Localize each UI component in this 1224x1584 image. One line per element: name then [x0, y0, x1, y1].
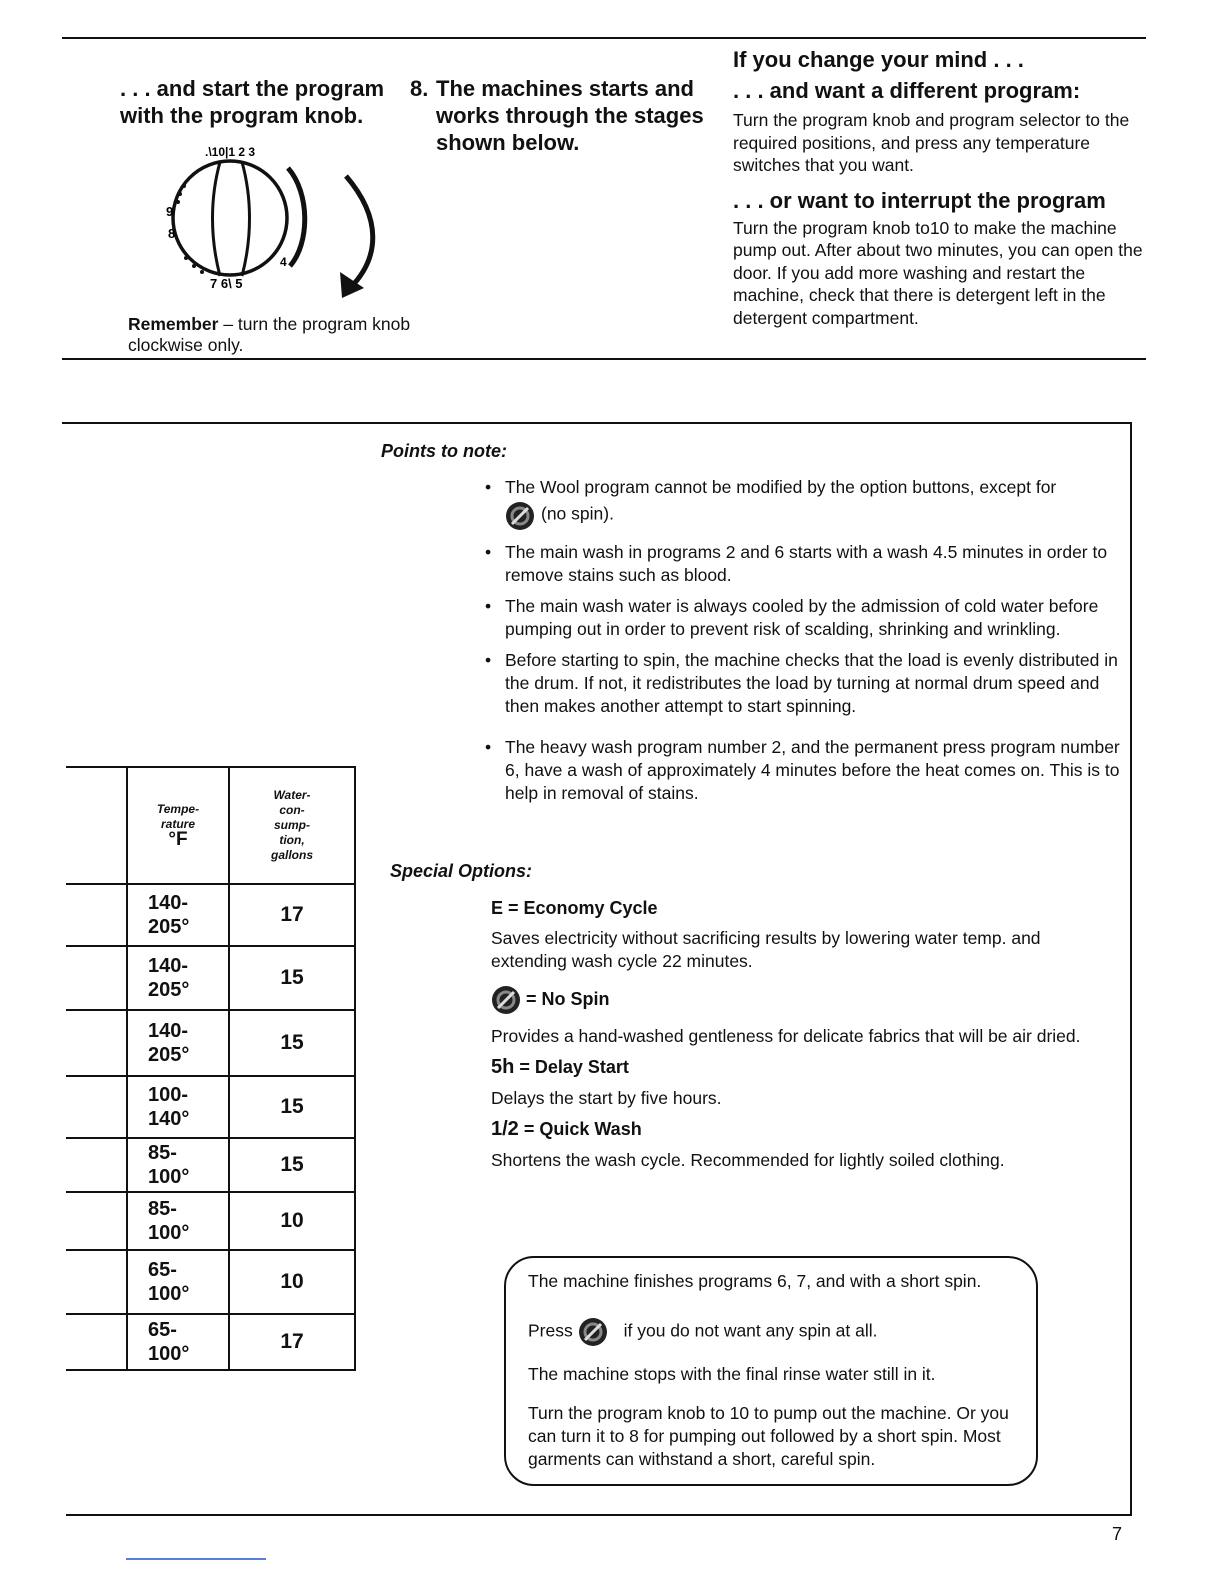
- special-options-label: Special Options:: [390, 861, 533, 881]
- dial-label-bottom: 7 6\ 5: [210, 276, 243, 291]
- header-temperature: Tempe- rature °F: [127, 767, 229, 884]
- spin-note-box: [504, 1256, 1038, 1486]
- table-row: [66, 1314, 355, 1370]
- table-row: [66, 946, 355, 1010]
- special-options: [491, 898, 1121, 1172]
- different-program-text: Turn the program knob and program selector to the required positions, and press any temperature switches that you want.: [733, 110, 1130, 175]
- table-cell: [66, 1250, 127, 1314]
- temp-cell: 65- 100°: [127, 1250, 229, 1314]
- temp-cell: 85- 100°: [127, 1192, 229, 1250]
- quick-desc: Shortens the wash cycle. Recommended for lightly soiled clothing.: [491, 1150, 1005, 1170]
- table-cell: [66, 1076, 127, 1138]
- table-cell: [66, 884, 127, 946]
- gallons-cell: 15: [229, 1138, 355, 1192]
- page-number: 7: [1112, 1524, 1123, 1544]
- water-consumption-table: [66, 766, 356, 1371]
- temp-cell: 85- 100°: [127, 1138, 229, 1192]
- bullet: •: [485, 596, 492, 616]
- frame-right-rule: [1130, 422, 1132, 1515]
- table-cell: [66, 1314, 127, 1370]
- economy-desc: Saves electricity without sacrificing results by lowering water temp. and extending wash cycle 22 minutes.: [491, 928, 1041, 971]
- start-program-heading: . . . and start the program with the program knob.: [120, 76, 385, 128]
- table-row: [66, 1010, 355, 1076]
- change-mind-heading: If you change your mind . . .: [733, 47, 1024, 72]
- table-row: [66, 1250, 355, 1314]
- gallons-cell: 15: [229, 946, 355, 1010]
- note-line-3: The machine stops with the final rinse water still in it.: [528, 1364, 936, 1384]
- gallons-cell: 17: [229, 1314, 355, 1370]
- gallons-cell: 17: [229, 884, 355, 946]
- step-heading: The machines starts and works through the stages shown below.: [436, 76, 704, 155]
- note-line-1: The machine finishes programs 6, 7, and with a short spin.: [528, 1271, 982, 1291]
- dial-label-9: 9: [166, 204, 174, 219]
- temp-cell: 140- 205°: [127, 884, 229, 946]
- gallons-cell: 10: [229, 1192, 355, 1250]
- dial-ring: [173, 161, 287, 275]
- table-cell: [66, 1010, 127, 1076]
- nospin-title-row: [491, 985, 1121, 1015]
- points-label: Points to note:: [381, 441, 507, 461]
- economy-title: E = Economy Cycle: [491, 898, 658, 918]
- nospin-desc: Provides a hand-washed gentleness for delicate fabrics that will be air dried.: [491, 1026, 1081, 1046]
- step-8: [410, 75, 725, 156]
- quick-title: = Quick Wash: [523, 1119, 642, 1139]
- dial-label-top: .\10|1 2 3: [205, 145, 256, 159]
- dial-clockwise-arc: [288, 168, 305, 266]
- top-section-rule: [62, 358, 1146, 360]
- interrupt-heading: . . . or want to interrupt the program: [733, 187, 1106, 213]
- note-press-line: Press if you do not want any spin at all.: [528, 1317, 1016, 1347]
- point-item: • The heavy wash program number 2, and the permanent press program number 6, have a wash of approximately 4 minutes before the heat comes on. This is to help in removal of stains.: [485, 737, 1120, 803]
- quick-title-row: [491, 1118, 1121, 1141]
- table-row: [66, 1076, 355, 1138]
- top-rule: [62, 37, 1146, 39]
- nospin-title: = No Spin: [526, 988, 610, 1009]
- table-row: [66, 1192, 355, 1250]
- temp-cell: 100- 140°: [127, 1076, 229, 1138]
- bullet: •: [485, 737, 492, 757]
- dial-label-8: 8: [168, 226, 176, 241]
- temp-cell: 65- 100°: [127, 1314, 229, 1370]
- table-header-row: [66, 767, 355, 884]
- bullet: •: [485, 542, 492, 562]
- point-item: • The main wash in programs 2 and 6 starts with a wash 4.5 minutes in order to remove stains such as blood.: [485, 542, 1108, 585]
- no-spin-icon: [491, 985, 521, 1015]
- change-mind-section: [733, 45, 1143, 329]
- gallons-cell: 15: [229, 1010, 355, 1076]
- bottom-rule: [66, 1514, 1132, 1516]
- dial-grip-right: [242, 162, 250, 276]
- frame-top-rule: [62, 422, 1132, 424]
- table-row: [66, 884, 355, 946]
- step-number: 8.: [410, 76, 429, 101]
- temp-cell: 140- 205°: [127, 946, 229, 1010]
- table-cell: [66, 1192, 127, 1250]
- no-spin-icon: [505, 501, 535, 531]
- points-list: [485, 476, 1125, 805]
- header-water: Water- con- sump- tion, gallons: [229, 767, 355, 884]
- delay-title-row: [491, 1056, 1121, 1079]
- remember-note: Remember – turn the program knob clockwise only.: [128, 314, 411, 355]
- bullet: •: [485, 477, 492, 497]
- table-cell: [66, 946, 127, 1010]
- dial-grip-left: [213, 162, 221, 276]
- point-item: • Before starting to spin, the machine checks that the load is evenly distributed in the drum. If not, it redistributes the load by turning at normal drum speed and then makes another attempt to start spinning.: [485, 650, 1118, 716]
- temp-cell: 140- 205°: [127, 1010, 229, 1076]
- table-cell: [66, 767, 127, 884]
- no-spin-icon: [578, 1317, 608, 1347]
- different-program-heading: . . . and want a different program:: [733, 78, 1081, 103]
- table-cell: [66, 1138, 127, 1192]
- delay-desc: Delays the start by five hours.: [491, 1088, 722, 1108]
- interrupt-text: Turn the program knob to10 to make the machine pump out. After about two minutes, you can open the door. If you add more washing and restart the machine, check that there is detergent left in the detergent compartment.: [733, 217, 1143, 328]
- note-line-4: Turn the program knob to 10 to pump out the machine. Or you can turn it to 8 for pumping out followed by a short spin. Most garments can withstand a short, careful spin.: [528, 1403, 1009, 1469]
- dial-label-4: 4: [280, 255, 287, 269]
- point-item: • The main wash water is always cooled by the admission of cold water before pumping out in order to prevent risk of scalding, shrinking and wrinkling.: [485, 596, 1099, 639]
- quick-code: 1/2: [491, 1118, 519, 1140]
- delay-title: = Delay Start: [519, 1057, 629, 1077]
- delay-code: 5h: [491, 1056, 515, 1078]
- gallons-cell: 10: [229, 1250, 355, 1314]
- decorative-blue-line: [126, 1558, 266, 1560]
- point-item: • The Wool program cannot be modified by the option buttons, except for (no spin).: [485, 476, 1125, 531]
- gallons-cell: 15: [229, 1076, 355, 1138]
- table-row: [66, 1138, 355, 1192]
- program-knob-dial: [150, 138, 390, 300]
- turn-arrow-arc: [346, 176, 373, 288]
- bullet: •: [485, 650, 492, 670]
